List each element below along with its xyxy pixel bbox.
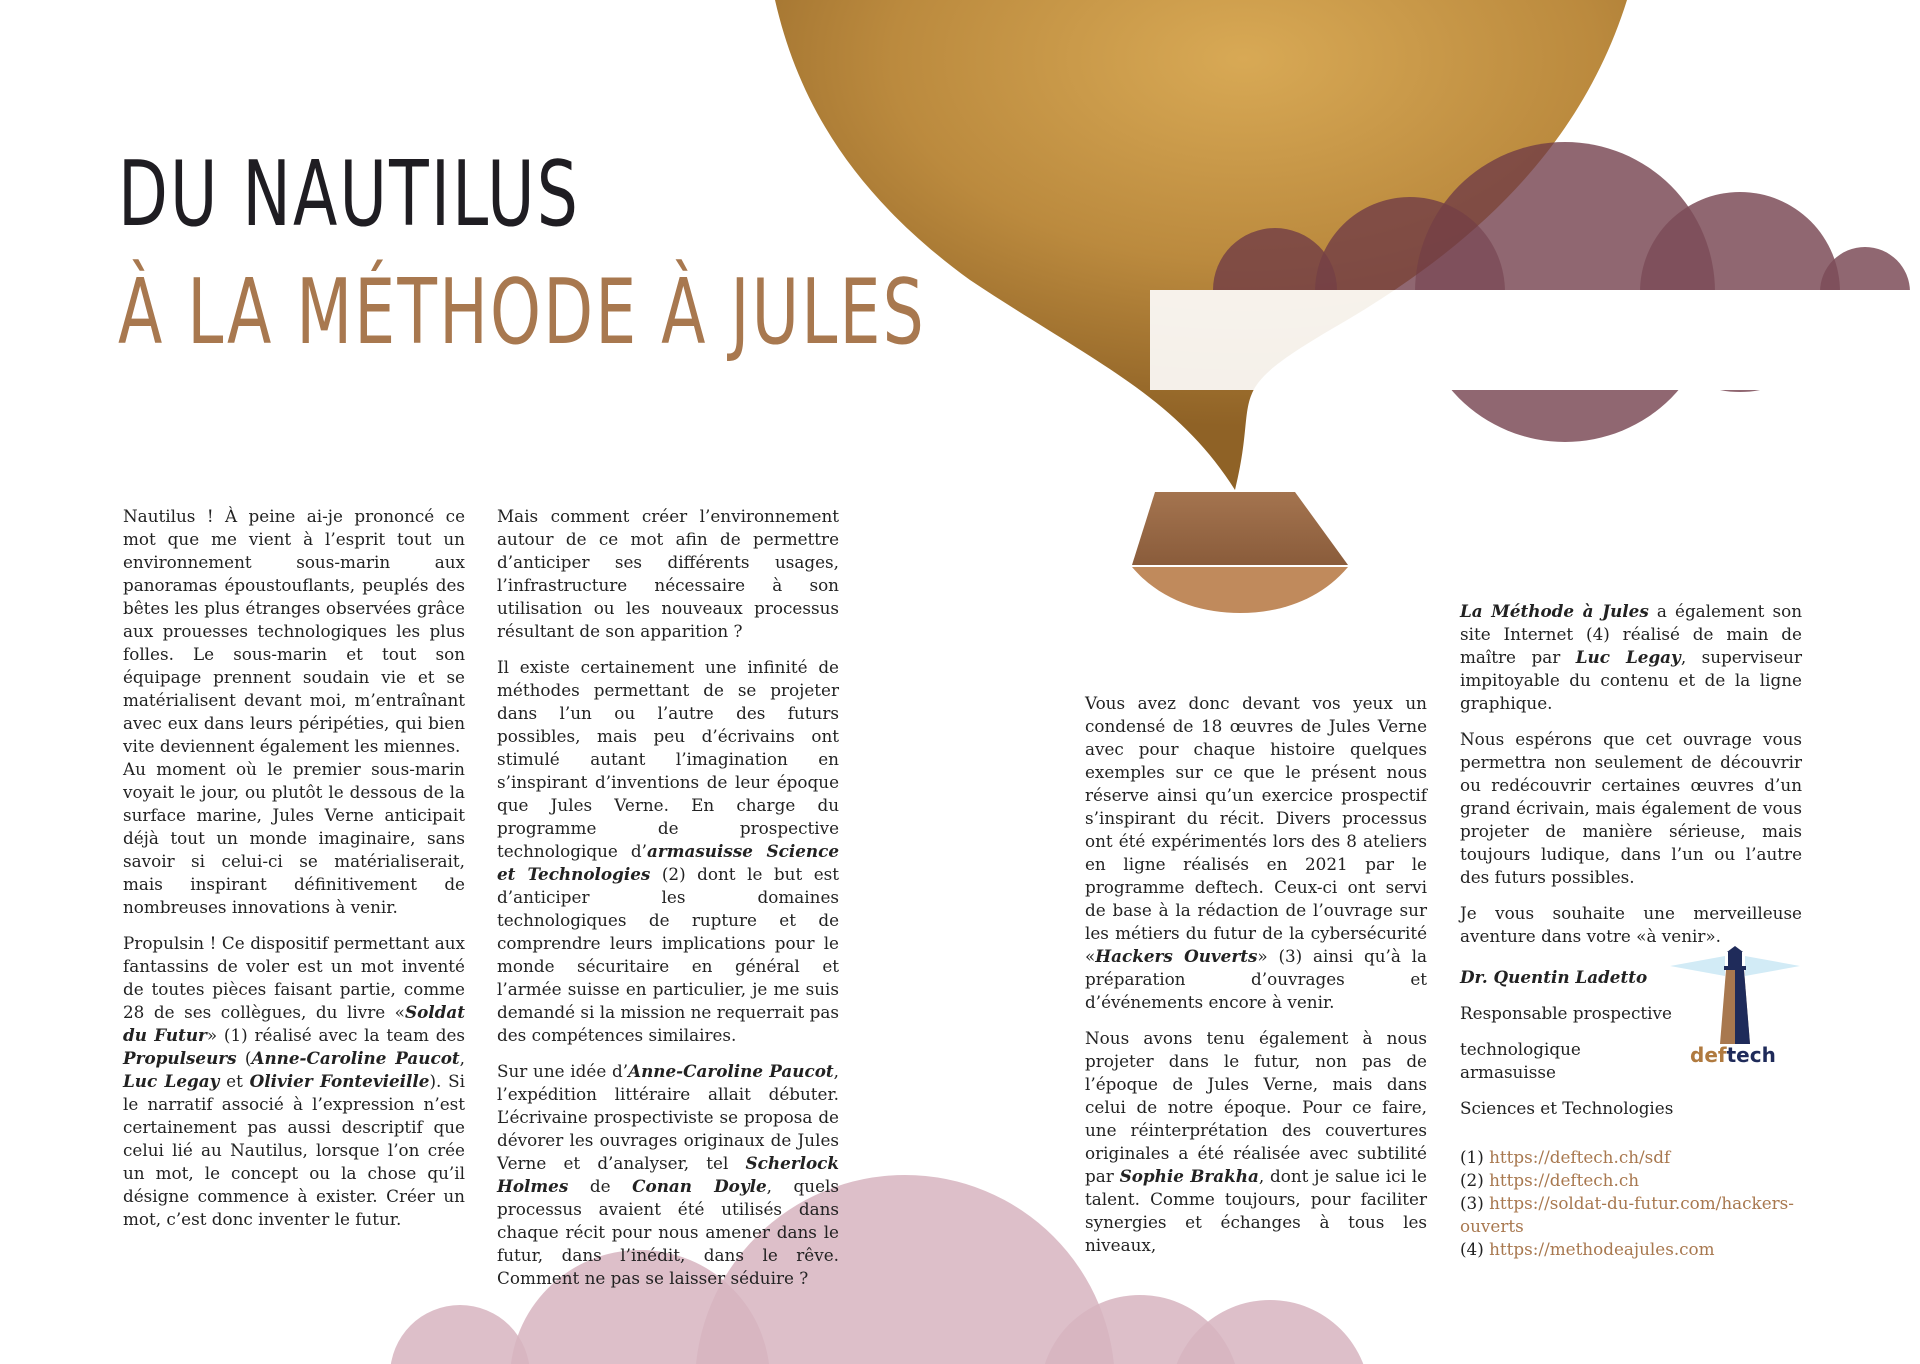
paragraph: Il existe certainement une infinité de méthodes permettant de se projeter dans l’un ou l’autre des futurs possibles, mais peu d’écrivains ont stimulé autant l’imagination en s’inspirant d’inventions de leur époque que Jules Verne. En charge du programme de prospective technologique d’armasuisse Science et Technologies (2) dont le but est d’anticiper les domaines technologiques de rupture et de comprendre leurs implications pour le monde sécuritaire en général et l’armée suisse en particulier, je me suis demandé si la mission ne requerrait pas des compétences similaires.: [497, 657, 840, 1045]
emphasis: Luc Legay: [123, 1071, 220, 1091]
text-column-4: [1460, 600, 1802, 1261]
paragraph: Sur une idée d’Anne-Caroline Paucot, l’expédition littéraire allait débuter. L’écrivaine prospectiviste se proposa de dévorer les ouvrages originaux de Jules Verne et d’analyser, tel Scherlock Holmes de Conan Doyle, quels processus avaient été utilisés dans chaque récit pour nous amener dans le futur, dans l’inédit, dans le rêve. Comment ne pas se laisser séduire ?: [497, 1061, 839, 1288]
balloon-basket-bottom: [1132, 567, 1348, 613]
paragraph: La Méthode à Jules a également son site Internet (4) réalisé de main de maître par Luc Legay, superviseur impitoyable du contenu et de la ligne graphique.: [1460, 601, 1802, 713]
paragraph: Nautilus ! À peine ai-je prononcé ce mot que me vient à l’esprit tout un environnement sous-marin aux panoramas époustouflants, peuplés des bêtes les plus étranges observées grâce aux prouesses technologiques les plus folles. Le sous-marin et tout son équipage prennent soudain vie et se matérialisent devant moi, m’entraînant avec eux dans leurs péripéties, qui bien vite deviennent également les miennes.: [123, 506, 465, 756]
link-item: (2) https://deftech.ch: [1460, 1170, 1640, 1190]
text-column-2: [497, 505, 839, 1303]
paragraph: Je vous souhaite une merveilleuse aventure dans votre «à venir».: [1460, 903, 1802, 946]
link-url[interactable]: https://deftech.ch: [1489, 1170, 1640, 1190]
reference-links: [1460, 1146, 1802, 1261]
link-url[interactable]: https://soldat-du-futur.com/hackers-ouverts: [1460, 1193, 1794, 1236]
link-item: (4) https://methodeajules.com: [1460, 1239, 1715, 1259]
emphasis: Luc Legay: [1575, 647, 1681, 667]
balloon-basket-top: [1132, 492, 1348, 565]
signature-name: Dr. Quentin Ladetto: [1460, 967, 1648, 987]
paragraph: Nous espérons que cet ouvrage vous permettra non seulement de découvrir ou redécouvrir certaines œuvres d’un grand écrivain, mais également de vous projeter de manière sérieuse, mais toujours ludique, dans l’un ou l’autre des futurs possibles.: [1460, 729, 1802, 887]
emphasis: Olivier Fontevieille: [249, 1071, 430, 1091]
paragraph: Nous avons tenu également à nous projeter dans le futur, non pas de l’époque de Jules Verne, mais dans celui de notre époque. Pour ce faire, une réinterprétation des couvertures originales a été réalisée avec subtilité par Sophie Brakha, dont je salue ici le talent. Comme toujours, pour faciliter synergies et échanges à tous les niveaux,: [1085, 1028, 1427, 1255]
signature-role-3: Sciences et Technologies: [1460, 1098, 1674, 1118]
paragraph: Vous avez donc devant vos yeux un condensé de 18 œuvres de Jules Verne avec pour chaque histoire quelques exemples sur ce que le présent nous réserve ainsi qu’un exercice prospectif s’inspirant du récit. Divers processus ont été expérimentés lors des 8 ateliers en ligne réalisés en 2021 par le programme deftech. Ceux-ci ont servi de base à la rédaction de l’ouvrage sur les métiers du futur de la cybersécurité «Hackers Ouverts» (3) ainsi qu’à la préparation d’ouvrages et d’événements encore à venir.: [1085, 693, 1428, 1012]
emphasis: armasuisse Science et Technologies: [497, 841, 839, 884]
link-url[interactable]: https://deftech.ch/sdf: [1489, 1147, 1671, 1167]
emphasis: Propulseurs: [123, 1048, 237, 1068]
link-url[interactable]: https://methodeajules.com: [1489, 1239, 1715, 1259]
emphasis: Sophie Brakha: [1119, 1166, 1259, 1186]
link-item: (1) https://deftech.ch/sdf: [1460, 1147, 1671, 1167]
signature-role-2: technologique armasuisse: [1460, 1039, 1581, 1082]
text-column-1: [123, 505, 465, 1244]
logo-wordmark: deftech: [1690, 1043, 1776, 1067]
emphasis: Anne-Caroline Paucot: [628, 1061, 834, 1081]
emphasis: Conan Doyle: [632, 1176, 767, 1196]
emphasis: Hackers Ouverts: [1095, 946, 1258, 966]
emphasis: Anne-Caroline Paucot: [251, 1048, 460, 1068]
paragraph: Au moment où le premier sous-marin voyait le jour, ou plutôt le dessous de la surface marine, Jules Verne anticipait déjà tout un monde imaginaire, sans savoir si celui-ci se matérialiserait, mais inspirant définitivement de nombreuses innovations à venir.: [123, 759, 465, 917]
signature-block: [1460, 966, 1802, 1120]
deftech-logo: [1670, 946, 1800, 1071]
paragraph: Mais comment créer l’environnement autour de ce mot afin de permettre d’anticiper ses différents usages, l’infrastructure nécessaire à son utilisation ou les nouveaux processus résultant de son apparition ?: [497, 506, 839, 641]
signature-role-1: Responsable prospective: [1460, 1003, 1672, 1023]
paragraph: Propulsin ! Ce dispositif permettant aux fantassins de voler est un mot inventé de toutes pièces faisant partie, comme 28 de ses collègues, du livre «Soldat du Futur» (1) réalisé avec la team des Propulseurs (Anne-Caroline Paucot, Luc Legay et Olivier Fontevieille). Si le narratif associé à l’expression n’est certainement pas aussi descriptif que celui lié au Nautilus, lorsque l’on crée un mot, le concept ou la chose qu’il désigne commence à exister. Créer un mot, c’est donc inventer le futur.: [123, 933, 466, 1229]
emphasis: Soldat du Futur: [123, 1002, 465, 1045]
text-column-3: [1085, 692, 1427, 1270]
title-line-2: À LA MÉTHODE À JULES: [118, 260, 926, 365]
link-item: (3) https://soldat-du-futur.com/hackers-ouverts: [1460, 1193, 1794, 1236]
title-line-1: DU NAUTILUS: [118, 142, 581, 247]
emphasis: Scherlock Holmes: [497, 1153, 839, 1196]
emphasis: La Méthode à Jules: [1460, 601, 1649, 621]
lighthouse-icon: [1670, 946, 1800, 1046]
